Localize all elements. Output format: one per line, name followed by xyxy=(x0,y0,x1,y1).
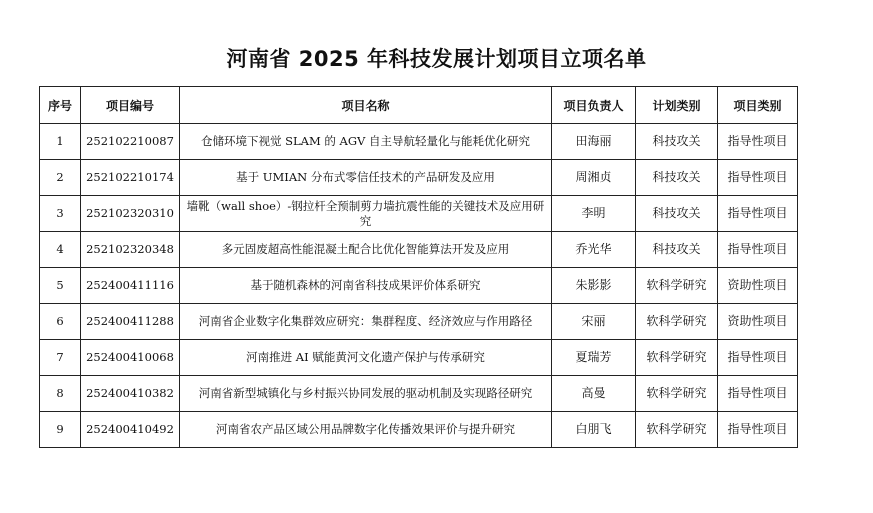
table-row xyxy=(40,340,798,376)
cell-project-name: 河南省企业数字化集群效应研究：集群程度、经济效应与作用路径 xyxy=(180,304,552,340)
cell-index: 9 xyxy=(40,412,81,448)
header-index: 序号 xyxy=(40,87,81,124)
cell-project-name: 河南推进 AI 赋能黄河文化遗产保护与传承研究 xyxy=(180,340,552,376)
cell-index: 5 xyxy=(40,268,81,304)
cell-project-leader: 夏瑞芳 xyxy=(552,340,636,376)
project-table xyxy=(39,86,798,448)
cell-index: 3 xyxy=(40,196,81,232)
cell-project-number: 252102320348 xyxy=(81,232,180,268)
cell-index: 2 xyxy=(40,160,81,196)
cell-project-leader: 宋丽 xyxy=(552,304,636,340)
table-row xyxy=(40,304,798,340)
cell-plan-category: 科技攻关 xyxy=(636,232,718,268)
cell-project-name: 多元固废超高性能混凝土配合比优化智能算法开发及应用 xyxy=(180,232,552,268)
cell-project-category: 指导性项目 xyxy=(718,196,798,232)
cell-project-number: 252102210087 xyxy=(81,124,180,160)
cell-project-leader: 田海丽 xyxy=(552,124,636,160)
cell-project-name: 仓储环境下视觉 SLAM 的 AGV 自主导航轻量化与能耗优化研究 xyxy=(180,124,552,160)
cell-plan-category: 软科学研究 xyxy=(636,412,718,448)
cell-project-leader: 乔光华 xyxy=(552,232,636,268)
table-row xyxy=(40,232,798,268)
table-row xyxy=(40,412,798,448)
cell-project-category: 资助性项目 xyxy=(718,268,798,304)
cell-project-number: 252400411116 xyxy=(81,268,180,304)
cell-project-category: 指导性项目 xyxy=(718,160,798,196)
page-title: 河南省 2025 年科技发展计划项目立项名单 xyxy=(226,47,647,71)
cell-project-category: 指导性项目 xyxy=(718,232,798,268)
cell-project-category: 指导性项目 xyxy=(718,412,798,448)
cell-plan-category: 软科学研究 xyxy=(636,340,718,376)
cell-project-leader: 李明 xyxy=(552,196,636,232)
cell-project-category: 资助性项目 xyxy=(718,304,798,340)
table-row xyxy=(40,196,798,232)
header-project-name: 项目名称 xyxy=(180,87,552,124)
cell-plan-category: 软科学研究 xyxy=(636,304,718,340)
cell-project-leader: 朱影影 xyxy=(552,268,636,304)
header-plan-category: 计划类别 xyxy=(636,87,718,124)
cell-project-name: 基于随机森林的河南省科技成果评价体系研究 xyxy=(180,268,552,304)
cell-project-number: 252400410382 xyxy=(81,376,180,412)
cell-project-leader: 周湘贞 xyxy=(552,160,636,196)
cell-project-number: 252400410492 xyxy=(81,412,180,448)
cell-project-name: 河南省新型城镇化与乡村振兴协同发展的驱动机制及实现路径研究 xyxy=(180,376,552,412)
cell-plan-category: 软科学研究 xyxy=(636,268,718,304)
cell-project-name: 河南省农产品区域公用品牌数字化传播效果评价与提升研究 xyxy=(180,412,552,448)
cell-project-number: 252400410068 xyxy=(81,340,180,376)
cell-plan-category: 科技攻关 xyxy=(636,160,718,196)
cell-project-name: 基于 UMIAN 分布式零信任技术的产品研发及应用 xyxy=(180,160,552,196)
cell-index: 7 xyxy=(40,340,81,376)
cell-plan-category: 科技攻关 xyxy=(636,124,718,160)
cell-index: 8 xyxy=(40,376,81,412)
table-row xyxy=(40,160,798,196)
cell-index: 1 xyxy=(40,124,81,160)
table-row xyxy=(40,376,798,412)
header-project-category: 项目类别 xyxy=(718,87,798,124)
header-project-leader: 项目负责人 xyxy=(552,87,636,124)
cell-project-number: 252102320310 xyxy=(81,196,180,232)
cell-project-leader: 白朋飞 xyxy=(552,412,636,448)
table-row xyxy=(40,268,798,304)
cell-project-number: 252400411288 xyxy=(81,304,180,340)
cell-project-category: 指导性项目 xyxy=(718,124,798,160)
cell-plan-category: 科技攻关 xyxy=(636,196,718,232)
cell-plan-category: 软科学研究 xyxy=(636,376,718,412)
cell-project-category: 指导性项目 xyxy=(718,340,798,376)
table-header-row xyxy=(40,87,798,124)
cell-project-leader: 高曼 xyxy=(552,376,636,412)
cell-project-number: 252102210174 xyxy=(81,160,180,196)
header-project-number: 项目编号 xyxy=(81,87,180,124)
cell-index: 6 xyxy=(40,304,81,340)
table-row xyxy=(40,124,798,160)
cell-index: 4 xyxy=(40,232,81,268)
cell-project-category: 指导性项目 xyxy=(718,376,798,412)
cell-project-name: 墙靴（wall shoe）-钢拉杆全预制剪力墙抗震性能的关键技术及应用研究 xyxy=(180,196,552,232)
